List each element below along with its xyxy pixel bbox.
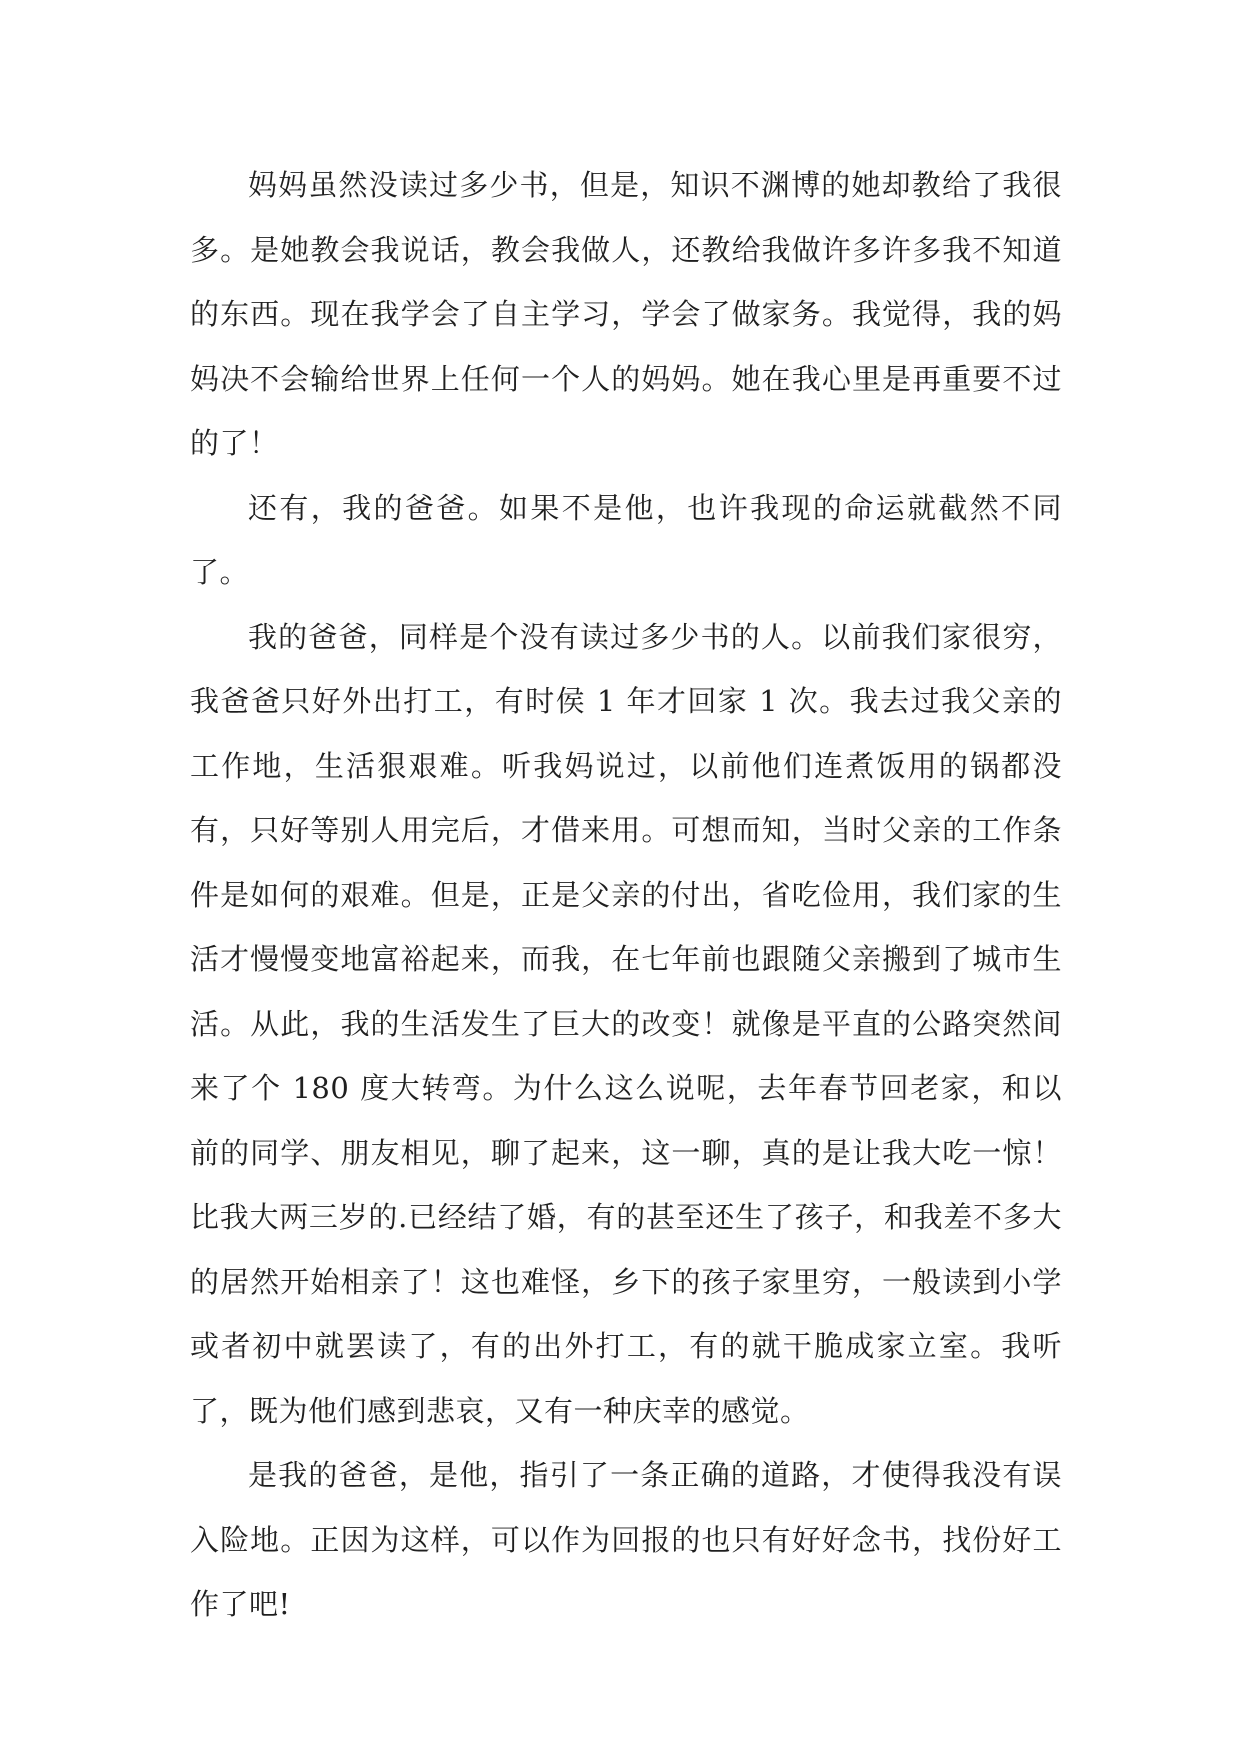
paragraph-father-story: 我的爸爸，同样是个没有读过多少书的人。以前我们家很穷，我爸爸只好外出打工，有时侯 1 年才回家 1 次。我去过我父亲的工作地，生活狠艰难。听我妈说过，以前他们连煮饭用的锅都没有，只好等别人用完后，才借来用。可想而知，当时父亲的工作条件是如何的艰难。但是，正是父亲的付出，省吃俭用，我们家的生活才慢慢变地富裕起来，而我，在七年前也跟随父亲搬到了城市生活。从此，我的生活发生了巨大的改变！就像是平直的公路突然间来了个 180 度大转弯。为什么这么说呢，去年春节回老家，和以前的同学、朋友相见，聊了起来，这一聊，真的是让我大吃一惊！比我大两三岁的.已经结了婚，有的甚至还生了孩子，和我差不多大的居然开始相亲了！这也难怪，乡下的孩子家里穷，一般读到小学或者初中就罢读了，有的出外打工，有的就干脆成家立室。我听了，既为他们感到悲哀，又有一种庆幸的感觉。	[190, 619, 1062, 1428]
essay-body	[190, 153, 1062, 1637]
paragraph-father-intro: 还有，我的爸爸。如果不是他，也许我现的命运就截然不同了。	[190, 490, 1062, 589]
paragraph-conclusion: 是我的爸爸，是他，指引了一条正确的道路，才使得我没有误入险地。正因为这样，可以作为回报的也只有好好念书，找份好工作了吧!	[190, 1458, 1062, 1621]
paragraph-mother: 妈妈虽然没读过多少书，但是，知识不渊博的她却教给了我很多。是她教会我说话，教会我做人，还教给我做许多许多我不知道的东西。现在我学会了自主学习，学会了做家务。我觉得，我的妈妈决不会输给世界上任何一个人的妈妈。她在我心里是再重要不过的了！	[190, 168, 1062, 460]
